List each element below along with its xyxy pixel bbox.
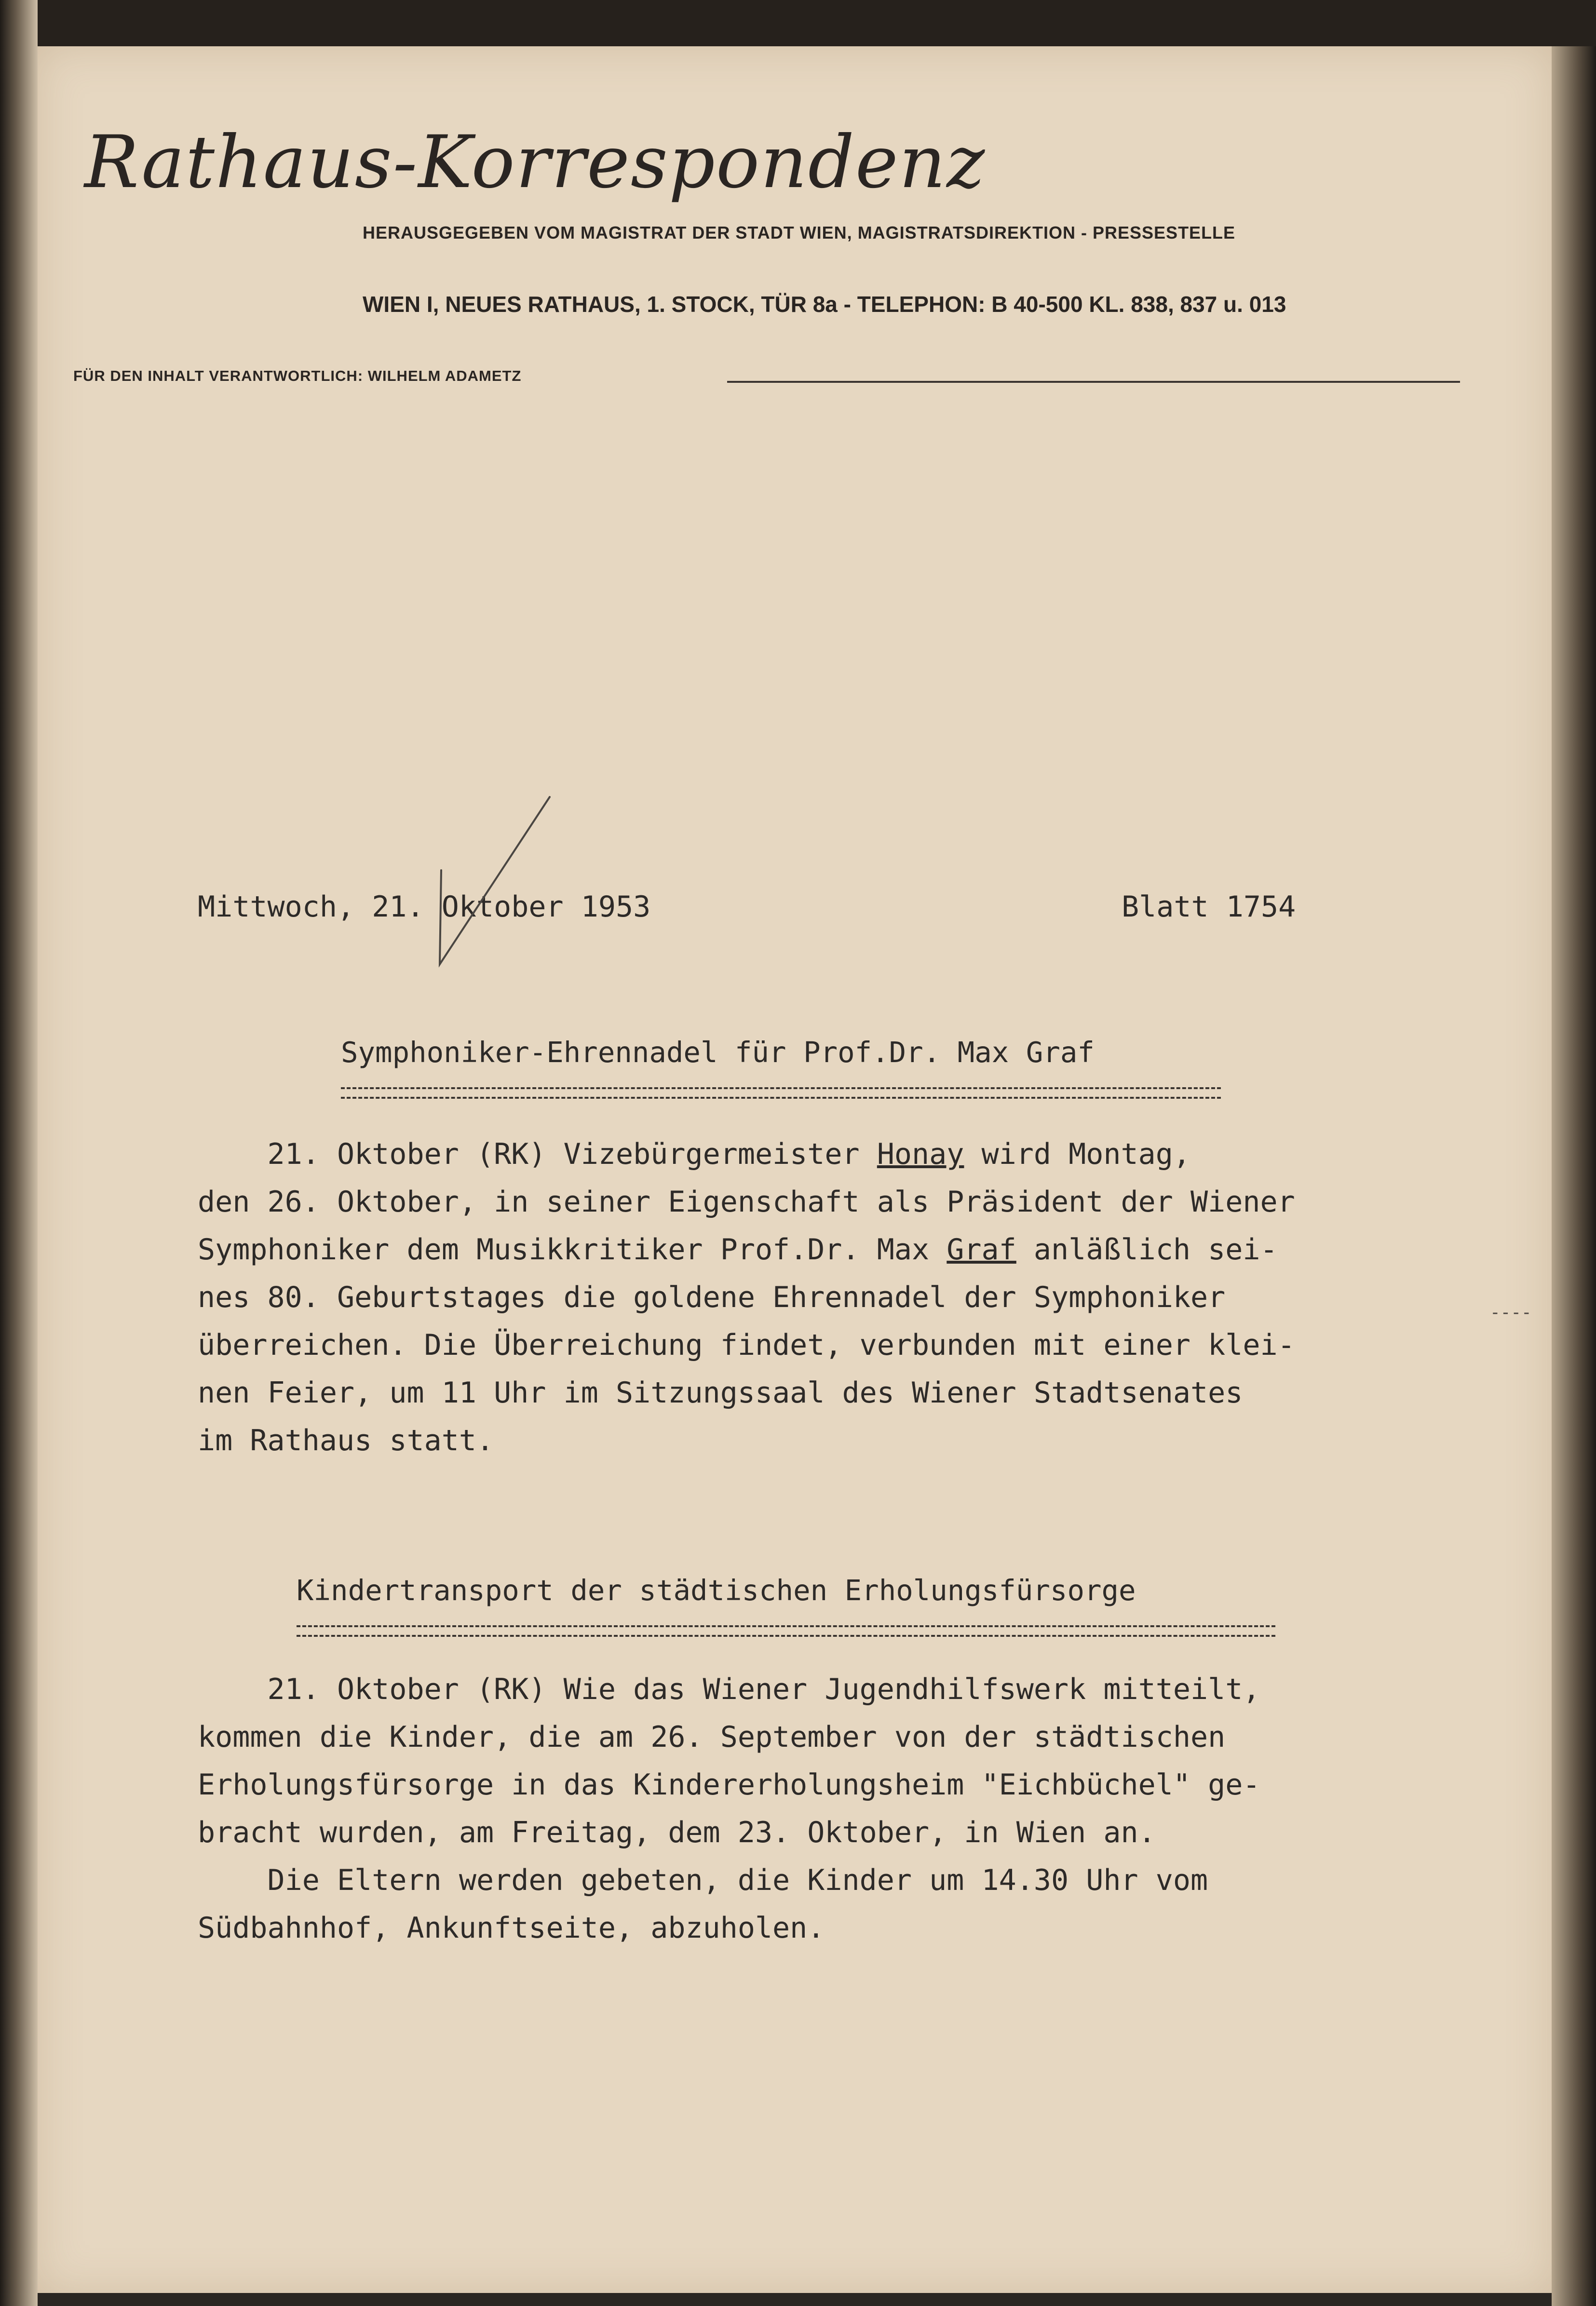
- article-1-line-7: im Rathaus statt.: [198, 1424, 494, 1457]
- margin-dash-mark: ----: [1490, 1303, 1532, 1322]
- article-1-body: [198, 1131, 1295, 1465]
- article-2-headline: Kindertransport der städtischen Erholungsfürsorge: [297, 1574, 1136, 1607]
- name-honay: Honay: [877, 1137, 964, 1171]
- article-1-line-2: den 26. Oktober, in seiner Eigenschaft als Präsident der Wiener: [198, 1185, 1295, 1219]
- name-graf: Graf: [947, 1233, 1016, 1267]
- article-1-line-3: Symphoniker dem Musikkritiker Prof.Dr. Max Graf anläßlich sei-: [198, 1233, 1278, 1267]
- article-1-headline: Symphoniker-Ehrennadel für Prof.Dr. Max Graf: [341, 1036, 1095, 1069]
- scan-border-top: [38, 0, 1596, 46]
- article-1-line-6: nen Feier, um 11 Uhr im Sitzungssaal des Wiener Stadtsenates: [198, 1376, 1243, 1410]
- article-2-line-1: 21. Oktober (RK) Wie das Wiener Jugendhilfswerk mitteilt,: [198, 1672, 1260, 1706]
- masthead-publisher-line: HERAUSGEGEBEN VOM MAGISTRAT DER STADT WIEN, MAGISTRATSDIREKTION - PRESSESTELLE: [363, 223, 1236, 243]
- article-2-line-4: bracht wurden, am Freitag, dem 23. Oktober, in Wien an.: [198, 1816, 1156, 1849]
- masthead-title: Rathaus-Korrespondenz: [84, 121, 986, 204]
- article-1-double-underline: [341, 1087, 1221, 1099]
- article-2-line-3: Erholungsfürsorge in das Kindererholungsheim "Eichbüchel" ge-: [198, 1768, 1260, 1802]
- scan-binding-left: [0, 0, 38, 2306]
- article-2-body: [198, 1666, 1260, 1952]
- pencil-check-mark: [429, 793, 555, 976]
- masthead-responsible-line: FÜR DEN INHALT VERANTWORTLICH: WILHELM ADAMETZ: [73, 367, 522, 384]
- article-2-line-5: Die Eltern werden gebeten, die Kinder um 14.30 Uhr vom: [198, 1863, 1208, 1897]
- article-2-line-2: kommen die Kinder, die am 26. September von der städtischen: [198, 1720, 1226, 1754]
- masthead-rule: [727, 381, 1460, 383]
- issue-date: Mittwoch, 21. Oktober 1953: [198, 890, 651, 924]
- article-2-line-6: Südbahnhof, Ankunftseite, abzuholen.: [198, 1911, 825, 1945]
- scan-border-right: [1552, 46, 1596, 2306]
- masthead-address-line: WIEN I, NEUES RATHAUS, 1. STOCK, TÜR 8a - TELEPHON: B 40-500 KL. 838, 837 u. 013: [363, 292, 1286, 317]
- article-1-line-1: 21. Oktober (RK) Vizebürgermeister Honay wird Montag,: [198, 1137, 1191, 1171]
- article-2-double-underline: [297, 1625, 1275, 1637]
- article-1-line-4: nes 80. Geburtstages die goldene Ehrennadel der Symphoniker: [198, 1281, 1226, 1314]
- sheet-number: Blatt 1754: [1122, 890, 1296, 924]
- article-1-line-5: überreichen. Die Überreichung findet, verbunden mit einer klei-: [198, 1328, 1295, 1362]
